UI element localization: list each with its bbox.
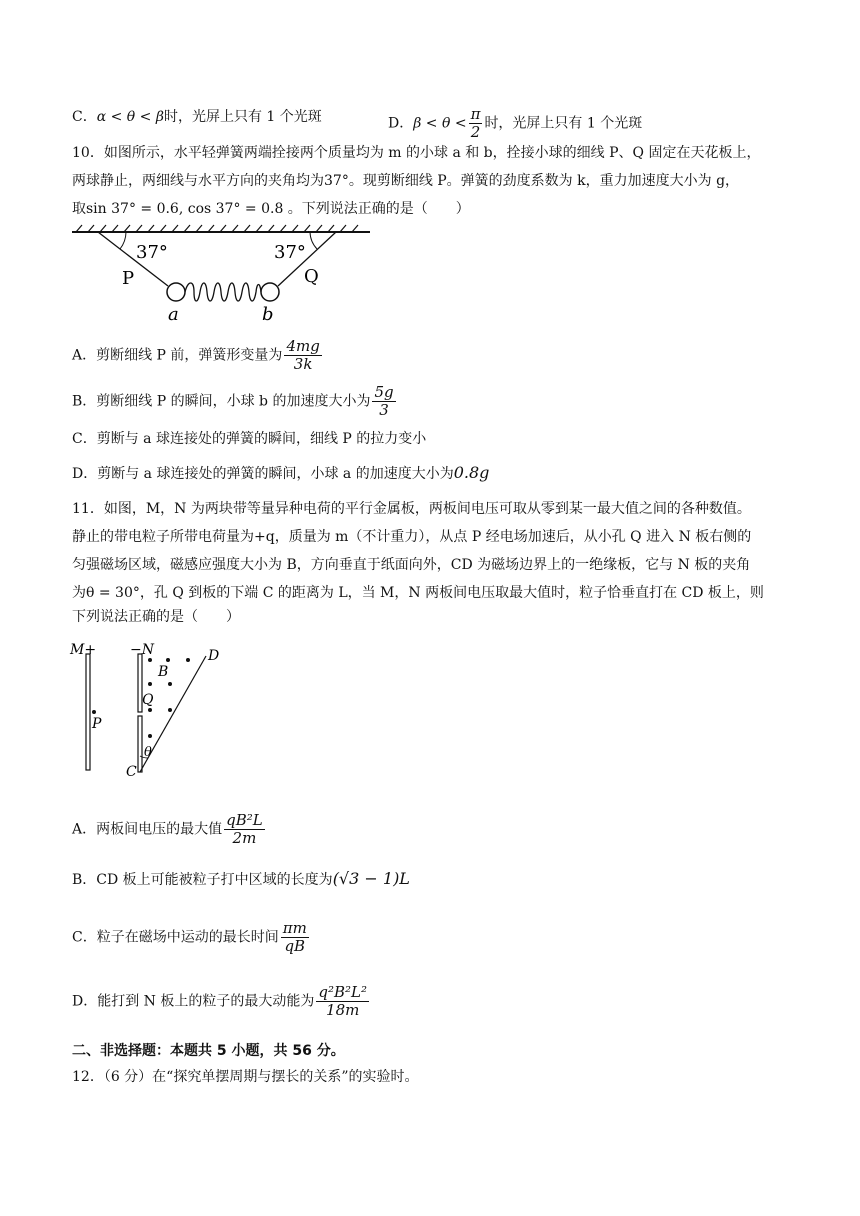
label-p-point: P bbox=[92, 716, 102, 732]
label-d: D bbox=[208, 648, 220, 664]
q11-option-c: C．粒子在磁场中运动的最长时间 $\frac{\pi m}{qB}$ bbox=[72, 919, 307, 955]
q10-spring-figure bbox=[68, 222, 378, 326]
label-b-field: B bbox=[158, 664, 169, 680]
label-c: C bbox=[126, 764, 137, 780]
q9-option-d: D．β < θ < $\frac{\pi}{2}$ 时，光屏上只有 1 个光斑 bbox=[388, 105, 643, 141]
angle-label-left: 37° bbox=[136, 242, 168, 263]
q12-stem: 12．（6 分）在“探究单摆周期与摆长的关系”的实验时。 bbox=[72, 1069, 419, 1085]
label-theta: θ bbox=[144, 745, 152, 760]
q10-option-b: B．剪断细线 P 的瞬间，小球 b 的加速度大小为 $\frac{5g}{3}$ bbox=[72, 383, 394, 419]
q9-option-c: C．α < θ < β时，光屏上只有 1 个光斑 bbox=[72, 109, 322, 125]
q10-option-a: A．剪断细线 P 前，弹簧形变量为 $\frac{4mg}{3k}$ bbox=[72, 337, 320, 373]
section-2-title: 二、非选择题：本题共 5 小题，共 56 分。 bbox=[72, 1043, 345, 1059]
label-m: M+ bbox=[70, 642, 97, 658]
q10-option-c: C．剪断与 a 球连接处的弹簧的瞬间，细线 P 的拉力变小 bbox=[72, 431, 427, 447]
q11-option-a: A．两板间电压的最大值 $\frac{\text{qB²L}}{2m}$ bbox=[72, 811, 263, 847]
label-b: b bbox=[262, 304, 274, 325]
q11-stem-line-4: 为θ = 30°，孔 Q 到板的下端 C 的距离为 L，当 M，N 两板间电压取最大值时，粒子恰垂直打在 CD 板上，则 bbox=[72, 585, 764, 601]
q11-stem-line-3: 匀强磁场区域，磁感应强度大小为 B，方向垂直于纸面向外，CD 为磁场边界上的一绝缘板，它与 N 板的夹角 bbox=[72, 557, 751, 573]
label-q: Q bbox=[304, 266, 319, 287]
spring bbox=[185, 283, 261, 301]
q10-option-d: D．剪断与 a 球连接处的弹簧的瞬间，小球 a 的加速度大小为0.8g bbox=[72, 463, 490, 482]
q11-stem-line-2: 静止的带电粒子所带电荷量为+q，质量为 m（不计重力），从点 P 经电场加速后，从小孔 Q 进入 N 板右侧的 bbox=[72, 529, 752, 545]
q11-option-b: B．CD 板上可能被粒子打中区域的长度为(√3 − 1)L bbox=[72, 869, 410, 888]
q11-stem-line-1: 11．如图，M，N 为两块带等量异种电荷的平行金属板，两板间电压可取从零到某一最大值之间的各种数值。 bbox=[72, 501, 751, 517]
q10-stem-line-3: 取sin 37° = 0.6, cos 37° = 0.8 。下列说法正确的是（ ） bbox=[72, 201, 470, 217]
label-p: P bbox=[122, 268, 135, 289]
plate-n-lower bbox=[138, 716, 142, 772]
q10-stem-line-1: 10．如图所示，水平轻弹簧两端拴接两个质量均为 m 的小球 a 和 b，拴接小球的细线 P、Q 固定在天花板上， bbox=[72, 145, 761, 161]
label-q-hole: Q bbox=[142, 692, 154, 708]
ball-a bbox=[167, 283, 185, 301]
ball-b bbox=[261, 283, 279, 301]
label-a: a bbox=[168, 304, 179, 325]
angle-label-right: 37° bbox=[274, 242, 306, 263]
q11-plates-figure bbox=[66, 640, 236, 782]
q10-stem-line-2: 两球静止，两细线与水平方向的夹角均为37°。现剪断细线 P。弹簧的劲度系数为 k，重力加速度大小为 g， bbox=[72, 173, 740, 189]
label-n: −N bbox=[130, 642, 154, 658]
plate-m bbox=[86, 654, 90, 770]
q11-stem-line-5: 下列说法正确的是（ ） bbox=[72, 609, 240, 625]
q11-option-d: D．能打到 N 板上的粒子的最大动能为 $\frac{\text{q²B²L²}}{18m}$ bbox=[72, 983, 368, 1019]
